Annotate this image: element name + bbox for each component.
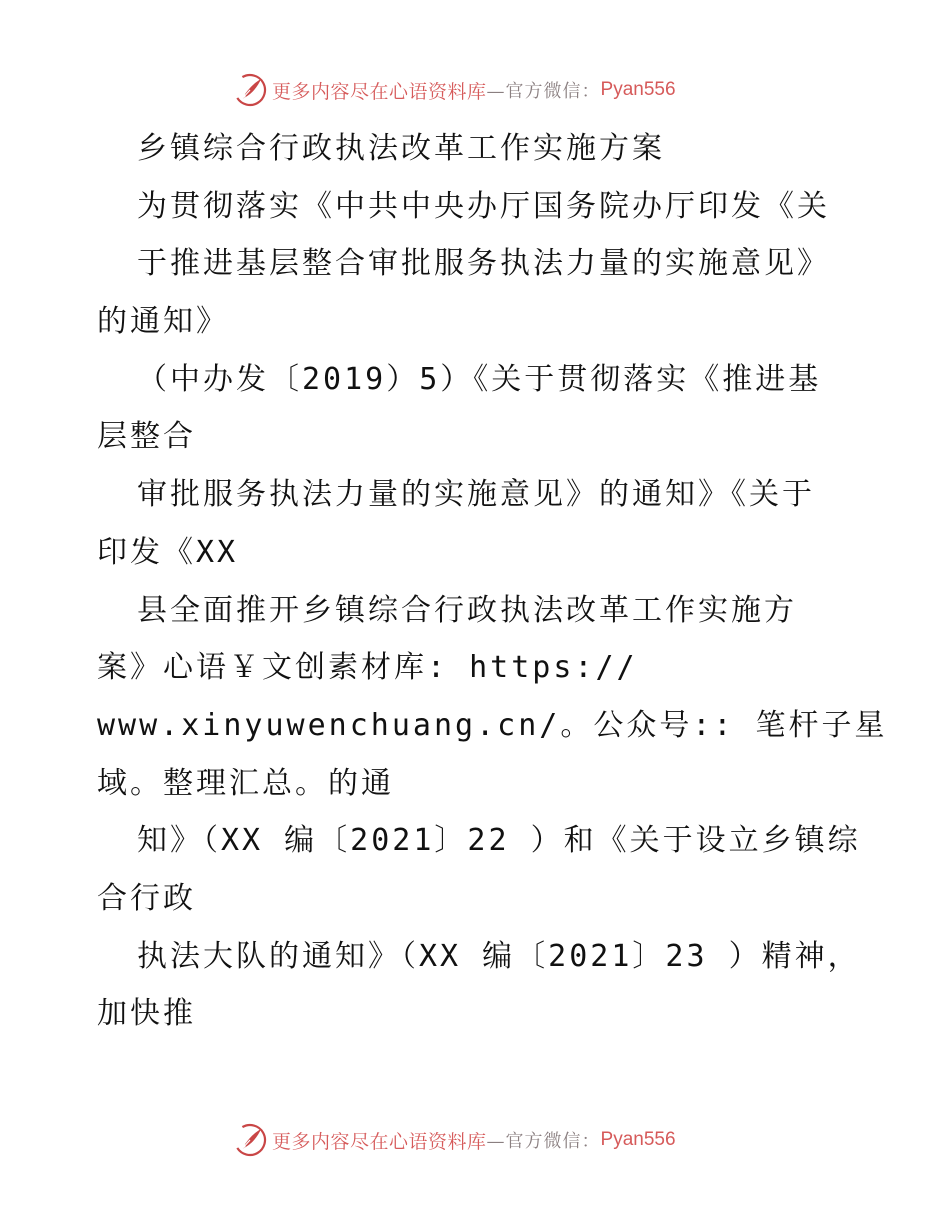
text-line: 为贯彻落实《中共中央办厅国务院办厅印发《关 xyxy=(137,188,830,224)
text-line: 合行政 xyxy=(97,880,196,916)
header-watermark xyxy=(232,70,676,110)
header-wechat-label: —官方微信： xyxy=(486,81,601,102)
text-line: 知》（XX 编〔2021〕22 ）和《关于设立乡镇综 xyxy=(137,823,861,859)
feather-pen-logo-icon xyxy=(232,1122,268,1158)
text-line: （中办发〔2019）5）《关于贯彻落实《推进基 xyxy=(137,361,822,397)
text-line: 于推进基层整合审批服务执法力量的实施意见》 xyxy=(137,246,830,282)
footer-brand-text: 更多内容尽在心语资料库 xyxy=(272,1130,487,1153)
footer-wechat-label: —官方微信： xyxy=(486,1131,601,1152)
text-line: www.xinyuwenchuang.cn/。公众号:: 笔杆子星 xyxy=(97,707,888,743)
text-line: 的通知》 xyxy=(97,304,229,340)
text-line: 案》心语￥文创素材库: https:// xyxy=(97,650,638,686)
header-account-text: Pyan556 xyxy=(600,79,676,100)
text-line: 审批服务执法力量的实施意见》的通知》《关于 xyxy=(137,477,815,513)
document-body xyxy=(97,120,897,1043)
text-line: 层整合 xyxy=(97,419,196,455)
text-line: 县全面推开乡镇综合行政执法改革工作实施方 xyxy=(137,592,797,628)
header-brand-text: 更多内容尽在心语资料库 xyxy=(272,80,487,103)
text-line: 印发《XX xyxy=(97,534,239,570)
text-line: 域。整理汇总。的通 xyxy=(97,765,394,801)
footer-account-text: Pyan556 xyxy=(600,1129,676,1150)
feather-pen-logo-icon xyxy=(232,72,268,108)
text-line: 执法大队的通知》（XX 编〔2021〕23 ）精神， xyxy=(137,938,861,974)
footer-watermark xyxy=(232,1120,676,1160)
text-line: 加快推 xyxy=(97,996,196,1032)
document-title: 乡镇综合行政执法改革工作实施方案 xyxy=(137,131,665,166)
